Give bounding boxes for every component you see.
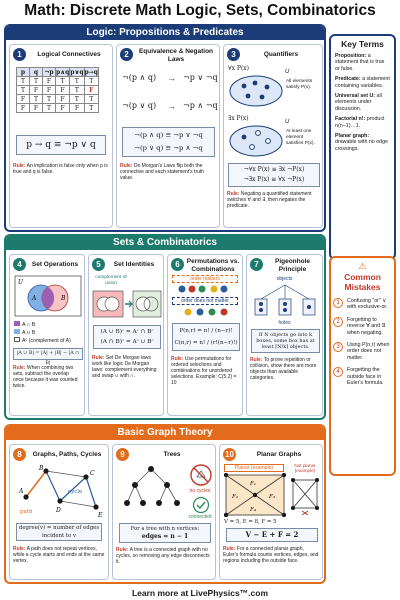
pigeonhole-diagram bbox=[253, 283, 317, 319]
table-header: p∨q bbox=[70, 68, 84, 76]
table-cell: T bbox=[70, 77, 84, 86]
set-b-label: B bbox=[61, 295, 66, 302]
key-term: Universal set U: all elements under discussion. bbox=[335, 93, 382, 112]
table-cell: T bbox=[84, 95, 98, 104]
mistake-item: 2 Forgetting to reverse ∀ and ∃ when negating. bbox=[347, 317, 391, 336]
vertex-label: A bbox=[19, 488, 24, 495]
card-title: Equivalence & Negation Laws bbox=[138, 48, 214, 63]
face-label: F₂ bbox=[232, 494, 239, 500]
planar-graphs-card bbox=[219, 444, 323, 580]
table-cell: T bbox=[70, 95, 84, 104]
mistake-item: 4 Forgetting the outside face in Euler's formula. bbox=[347, 367, 391, 386]
no-cycles-label: no cycles bbox=[189, 488, 211, 494]
unordered-dots bbox=[180, 306, 232, 318]
planar-diagram bbox=[224, 473, 286, 517]
set-identities-card bbox=[88, 254, 164, 416]
table-cell: F bbox=[43, 77, 56, 86]
card-number: 10 bbox=[223, 448, 236, 461]
no-cycles-icon bbox=[189, 463, 213, 487]
order-not-label: order does not matter bbox=[172, 297, 238, 305]
table-cell: T bbox=[17, 86, 30, 95]
rule-text: Rule: For a connected planar graph, Euler's formula counts vertices, edges, and regions including the outside face. bbox=[223, 546, 319, 564]
permutations-card bbox=[167, 254, 243, 416]
swatch bbox=[14, 337, 20, 342]
card-number: 4 bbox=[13, 258, 26, 271]
table-header: p bbox=[17, 68, 30, 77]
expression: ¬p ∧ ¬q bbox=[183, 101, 218, 110]
caption: complement of union bbox=[95, 275, 127, 286]
degree-definition: degree(v) = number of edges incident to v bbox=[16, 523, 102, 541]
negation-laws-card bbox=[116, 44, 220, 228]
card-number: 1 bbox=[13, 48, 26, 61]
table-cell: F bbox=[56, 104, 70, 113]
legend: A ∩ B A ∪ B Aᶜ (complement of A) bbox=[14, 321, 71, 345]
cycle-label: cycle bbox=[68, 489, 83, 495]
expression: ¬(p ∨ q) bbox=[122, 101, 157, 110]
mistake-item: 1 Confusing "or" ∨ with exclusive-or. bbox=[347, 298, 391, 311]
table-cell: T bbox=[43, 104, 56, 113]
table-row bbox=[17, 86, 99, 95]
card-title: Graphs, Paths, Cycles bbox=[32, 451, 102, 458]
graph-section bbox=[4, 424, 326, 584]
ordered-dots bbox=[176, 283, 236, 295]
card-number: 6 bbox=[171, 258, 184, 271]
rule-text: Rule: An implication is false only when p is true and q is false. bbox=[13, 163, 108, 175]
order-matters-label: order matters bbox=[172, 275, 238, 283]
not-planar-label: Not planar (example) bbox=[294, 463, 316, 474]
pigeonhole-statement: If N objects go into k boxes, some box has at least ⌈N/k⌉ objects. bbox=[251, 329, 320, 353]
logical-connectives-card bbox=[9, 44, 113, 228]
mistake-item: 3 Using P(n,r) when order does not matter. bbox=[347, 342, 391, 361]
planar-counts: V = 5, E = 8, F = 5 bbox=[224, 519, 277, 525]
key-terms-title: Key Terms bbox=[341, 39, 384, 49]
pigeonhole-card bbox=[246, 254, 323, 416]
card-title: Pigeonhole Principle bbox=[274, 258, 311, 273]
forall-diagram bbox=[228, 73, 284, 109]
table-cell: T bbox=[30, 95, 43, 104]
swatch bbox=[14, 329, 20, 334]
rule-text: Rule: Use permutations for ordered selections and combinations for unordered selections. Example: C(5,2) = 10 bbox=[171, 356, 237, 386]
table-cell: T bbox=[84, 77, 98, 86]
logic-section bbox=[4, 24, 326, 232]
card-title: Planar Graphs bbox=[256, 451, 302, 458]
universe-label: U bbox=[18, 279, 24, 286]
euler-formula: V − E + F = 2 bbox=[226, 528, 318, 542]
table-cell: F bbox=[56, 95, 70, 104]
table-cell: T bbox=[70, 86, 84, 95]
implication-formula: p → q ≡ ¬p ∨ q bbox=[16, 135, 106, 155]
table-header: p∧q bbox=[56, 68, 70, 76]
key-terms-list bbox=[331, 53, 394, 152]
card-number: 2 bbox=[120, 48, 133, 61]
face-label: F₁ bbox=[250, 481, 257, 487]
key-term: Predicate: a statement containing variables. bbox=[335, 76, 390, 89]
tree-diagram bbox=[119, 463, 185, 519]
table-row bbox=[17, 77, 99, 86]
set-operations-card bbox=[9, 254, 85, 416]
universe-label: U bbox=[285, 69, 290, 75]
card-title: Logical Connectives bbox=[37, 51, 101, 58]
mistake-number: 3 bbox=[333, 342, 343, 352]
table-cell: F bbox=[56, 86, 70, 95]
card-number: 5 bbox=[92, 258, 105, 271]
card-number: 7 bbox=[250, 258, 263, 271]
counting-formulas: P(n,r) = n! / (n−r)! C(n,r) = n! / (r!(n−r)!) bbox=[172, 323, 240, 351]
forall-note: All elements satisfy P(x). bbox=[286, 79, 313, 90]
set-identity-diagram bbox=[92, 289, 162, 319]
key-terms-panel bbox=[329, 34, 396, 260]
footer-link[interactable]: Learn more at LivePhysics™.com bbox=[131, 588, 269, 598]
key-term: Factorial n!: product n(n−1)…1. bbox=[335, 116, 385, 129]
forall-label: ∀x P(x) bbox=[228, 65, 250, 72]
card-title: Permutations vs. Combinations bbox=[186, 258, 240, 273]
set-de-morgan-box: (A ∪ B)ᶜ = Aᶜ ∩ Bᶜ (A ∩ B)ᶜ = Aᶜ ∪ Bᶜ bbox=[93, 325, 161, 349]
arrow-icon: → bbox=[167, 73, 176, 83]
expression: ¬(p ∧ q) bbox=[122, 73, 157, 82]
face-label: F₄ bbox=[250, 507, 257, 513]
exists-label: ∃x P(x) bbox=[228, 115, 249, 122]
quantifier-negation-box: ¬∀x P(x) ≡ ∃x ¬P(x) ¬∃x P(x) ≡ ∀x ¬P(x) bbox=[228, 163, 320, 187]
vertex-label: C bbox=[90, 470, 95, 477]
mistake-number: 2 bbox=[333, 317, 343, 327]
exists-note: At least one element satisfies P(x). bbox=[286, 129, 315, 146]
tree-edge-box: For a tree with n vertices: edges = n − 1 bbox=[119, 523, 211, 543]
card-number: 3 bbox=[227, 48, 240, 61]
table-cell: T bbox=[30, 77, 43, 86]
graph-section-header: Basic Graph Theory bbox=[6, 426, 324, 440]
logic-section-header: Logic: Propositions & Predicates bbox=[6, 26, 324, 40]
venn-diagram bbox=[14, 275, 82, 317]
key-term: Proposition: a statement that is true or false. bbox=[335, 53, 385, 72]
common-mistakes-title: Common Mistakes bbox=[344, 272, 381, 292]
warning-icon: ⚠ bbox=[358, 261, 367, 271]
card-title: Set Operations bbox=[31, 261, 79, 268]
table-header: ¬p bbox=[44, 68, 54, 76]
table-row bbox=[17, 104, 99, 113]
face-label: F₃ bbox=[269, 494, 276, 500]
table-header: p→q bbox=[84, 68, 98, 76]
nonplanar-diagram bbox=[290, 477, 320, 515]
graphs-card bbox=[9, 444, 109, 580]
vertex-label: D bbox=[56, 507, 61, 514]
rule-text: Rule: A path does not repeat vertices, while a cycle starts and ends at the same vertex. bbox=[13, 546, 105, 564]
card-title: Quantifiers bbox=[263, 51, 299, 58]
key-term: Planar graph: drawable with no edge crossings. bbox=[335, 133, 389, 152]
table-row bbox=[17, 95, 99, 104]
vertex-label: B bbox=[39, 465, 44, 472]
table-cell: T bbox=[17, 77, 30, 86]
vertex-label: E bbox=[98, 512, 103, 519]
table-header: q bbox=[30, 68, 43, 77]
rule-text: Rule: Negating a quantified statement switches ∀ and ∃, then negates the predicate. bbox=[227, 191, 312, 209]
mistakes-list bbox=[331, 298, 394, 386]
check-icon bbox=[192, 496, 210, 514]
expression: ¬p ∨ ¬q bbox=[183, 73, 218, 82]
truth-table bbox=[16, 67, 99, 113]
table-cell: F bbox=[30, 86, 43, 95]
rule-text: Rule: A tree is a connected graph with no cycles, so removing any edge disconnects it. bbox=[116, 547, 210, 565]
table-cell: F bbox=[43, 86, 56, 95]
rule-text: Rule: Set De Morgan laws work like logic De Morgan laws: complement everything and swap ∪ with ∩. bbox=[92, 355, 157, 379]
card-number: 9 bbox=[116, 448, 129, 461]
rule-text: Rule: De Morgan's Laws flip both the connective and each statement's truth value. bbox=[120, 163, 205, 181]
table-cell: F bbox=[17, 95, 30, 104]
table-cell: T bbox=[84, 104, 98, 113]
rule-text: Rule: To prove repetition or collision, show there are more objects than available categories. bbox=[250, 357, 317, 381]
planar-label: Planar (example) bbox=[224, 464, 284, 472]
graph-diagram bbox=[16, 463, 104, 519]
exists-diagram bbox=[228, 123, 284, 159]
connected-label: connected bbox=[188, 514, 212, 520]
rule-text: Rule: When combining two sets, subtract the overlap once because it was counted twice. bbox=[13, 365, 78, 389]
table-cell: F bbox=[70, 104, 84, 113]
objects-label: objects bbox=[276, 276, 293, 282]
holes-label: holes bbox=[278, 320, 291, 326]
table-cell: T bbox=[43, 95, 56, 104]
card-number: 8 bbox=[13, 448, 26, 461]
card-title: Set Identities bbox=[113, 261, 155, 268]
table-cell: T bbox=[56, 77, 70, 86]
set-a-label: A bbox=[32, 295, 37, 302]
mistake-number: 1 bbox=[333, 298, 343, 308]
de-morgan-box: ¬(p ∧ q) ≡ ¬p ∨ ¬q ¬(p ∨ q) ≡ ¬p ∧ ¬q bbox=[122, 127, 215, 157]
arrow-icon: → bbox=[167, 101, 176, 111]
sets-section bbox=[4, 234, 326, 420]
quantifiers-card bbox=[223, 44, 323, 228]
card-title: Trees bbox=[163, 451, 181, 458]
table-cell: F bbox=[17, 104, 30, 113]
common-mistakes-panel bbox=[329, 256, 396, 476]
universe-label: U bbox=[285, 119, 290, 125]
sets-section-header: Sets & Combinatorics bbox=[6, 236, 324, 250]
page-title: Math: Discrete Math Logic, Sets, Combinatorics bbox=[24, 2, 376, 19]
table-cell: F bbox=[30, 104, 43, 113]
mistake-number: 4 bbox=[333, 367, 343, 377]
trees-card bbox=[112, 444, 216, 580]
table-cell: F bbox=[84, 86, 98, 95]
swatch bbox=[14, 321, 20, 326]
path-label: path bbox=[20, 509, 33, 515]
inclusion-exclusion-formula: |A ∪ B| = |A| + |B| − |A ∩ B| bbox=[13, 348, 83, 360]
